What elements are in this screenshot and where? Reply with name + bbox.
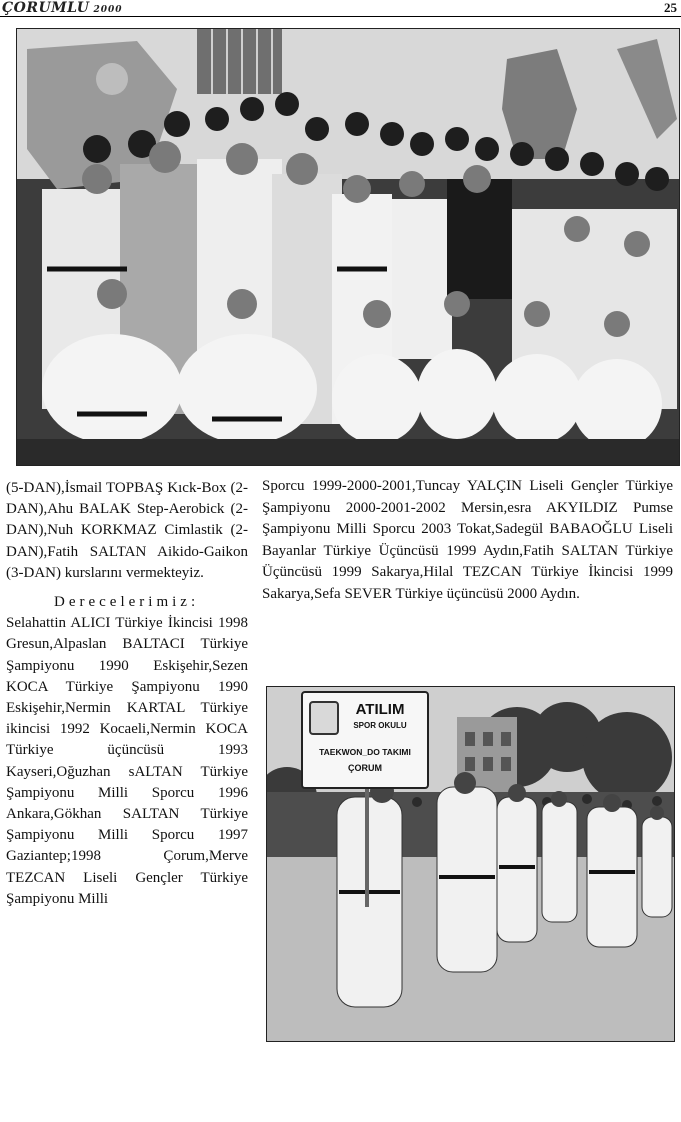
page-number: 25 [664,0,677,15]
masthead [2,0,123,16]
sign-line-1: ATILIM [355,701,405,718]
header-rule [0,16,681,17]
page-header [0,0,681,16]
achievements-text: Selahattin ALICI Türkiye İkincisi 1998 Gresun,Alpaslan BALTACI Türkiye Şampiyonu 1990 Eskişehir,Sezen KOCA Türkiye Şampiyonu 1990 Eskişehir,Nermin KARTAL Türkiye ikincisi 1992 Kocaeli,Nermin KOCA Türkiye üçüncüsü 1993 Kayseri,Oğuzhan sALTAN Türkiye Şampiyonu Milli Sporcu 1996 Ankara,Gökhan SALTAN Türkiye Şampiyonu Milli Sporcu 1997 Gaziantep;1998 Çorum,Merve TEZCAN Liseli Gençler Türkiye Şampiyonu Milli [6,615,248,907]
masthead-title: ÇORUMLU [2,0,90,16]
parade-photo [266,686,675,1042]
sign-line-3: TAEKWON_DO TAKIMI [319,747,411,757]
sign-line-2: SPOR OKULU [353,721,407,730]
masthead-year: 2000 [93,5,123,15]
team-sign [301,691,429,789]
sign-emblem [309,701,339,735]
article-paragraph: (5-DAN),İsmail TOPBAŞ Kıck-Box (2-DAN),Ahu BALAK Step-Aerobick (2-DAN),Nuh KORKMAZ Cimlastik (2-DAN),Fatih SALTAN Aikido-Gaikon (3-DAN) kurslarını vermekteyiz. [6,480,248,581]
article-paragraph: Sporcu 1999-2000-2001,Tuncay YALÇIN Liseli Gençler Türkiye Şampiyonu 2000-2001-2002 Mersin,esra AKYILDIZ Pumse Şampiyonu Milli Sporcu 2003 Tokat,Sadegül BABAOĞLU Liseli Bayanlar Türkiye Üçüncüsü 1999 Aydın,Fatih SALTAN Türkiye Üçüncüsü 1999 Sakarya,Hilal TEZCAN Türkiye İkincisi 1999 Sakarya,Sefa SEVER Türkiye üçüncüsü 2000 Aydın. [262,478,673,602]
article-paragraph-achievements [6,592,248,910]
achievements-heading: Derecelerimiz: [54,594,200,611]
sign-line-4: ÇORUM [348,763,382,773]
article-column-right [262,476,673,605]
group-photo [16,28,680,466]
article-column-left [6,478,248,910]
group-photo-image [17,29,679,465]
